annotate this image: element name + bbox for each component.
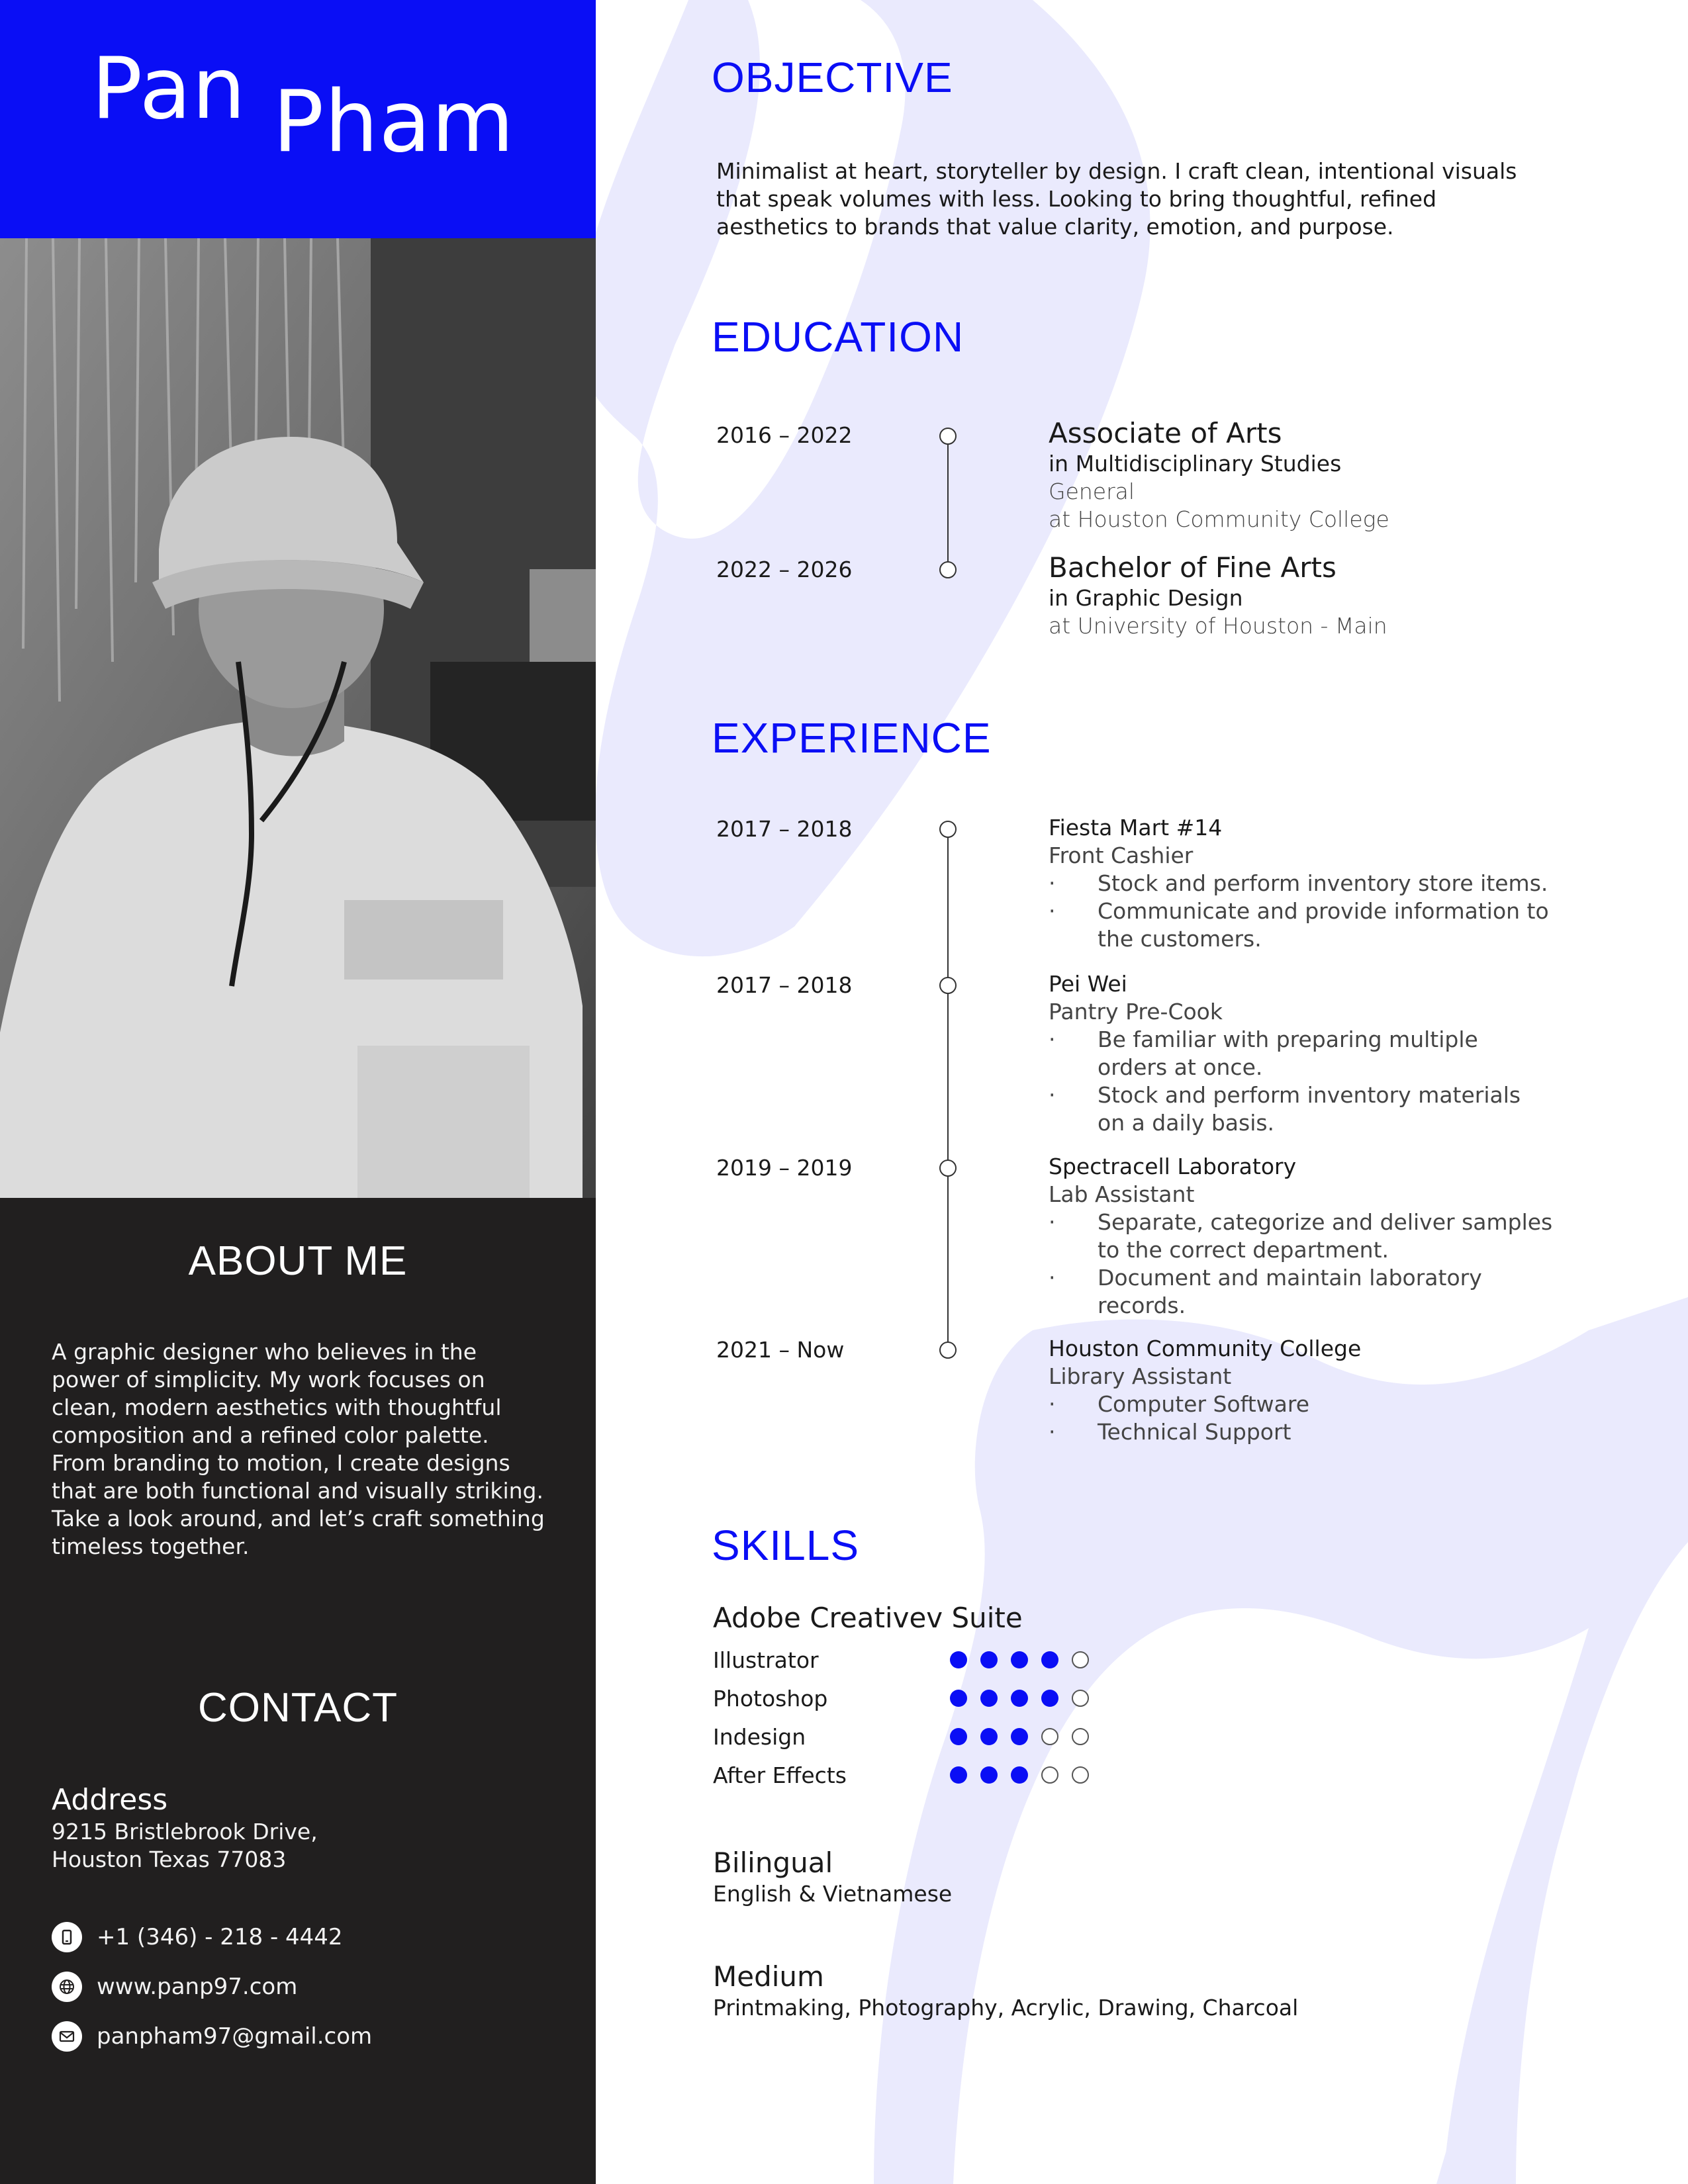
profile-photo xyxy=(0,238,596,1198)
skill-row xyxy=(713,1724,1110,1752)
duty-line: the customers. xyxy=(1098,926,1262,952)
website-row[interactable] xyxy=(52,1971,297,2003)
company-name: Pei Wei xyxy=(1049,971,1127,997)
education-date: 2016 – 2022 xyxy=(716,422,853,448)
duty-item xyxy=(1049,1390,1578,1418)
timeline-node xyxy=(939,561,957,578)
job-role: Lab Assistant xyxy=(1049,1181,1195,1207)
about-line: A graphic designer who believes in the xyxy=(52,1339,477,1365)
rating-dot-empty xyxy=(1072,1766,1089,1784)
skill-name: Illustrator xyxy=(713,1647,819,1673)
rating-dot-empty xyxy=(1041,1728,1058,1745)
rating-dot-filled xyxy=(1011,1766,1028,1784)
medium-text: Printmaking, Photography, Acrylic, Drawing, Charcoal xyxy=(713,1995,1299,2021)
rating-dot-filled xyxy=(950,1690,967,1707)
website-link[interactable]: www.panp97.com xyxy=(97,1974,298,2000)
education-entry xyxy=(1049,551,1578,640)
job-role: Pantry Pre-Cook xyxy=(1049,999,1223,1024)
rating-dot-filled xyxy=(950,1651,967,1668)
first-name: Pan xyxy=(91,40,246,138)
duty-line: Stock and perform inventory store items. xyxy=(1098,870,1548,896)
rating-dot-filled xyxy=(950,1728,967,1745)
rating-dot-filled xyxy=(1011,1651,1028,1668)
timeline-node xyxy=(939,977,957,994)
address-line-2: Houston Texas 77083 xyxy=(52,1846,287,1872)
rating-dot-empty xyxy=(1072,1690,1089,1707)
duty-item xyxy=(1049,1208,1578,1264)
degree-school: at Houston Community College xyxy=(1049,506,1389,532)
about-line: From branding to motion, I create designs xyxy=(52,1450,510,1476)
about-text xyxy=(52,1338,568,1561)
rating-dot-filled xyxy=(950,1766,967,1784)
address-label: Address xyxy=(52,1783,168,1817)
skill-group-title: Adobe Creativev Suite xyxy=(713,1602,1023,1634)
email-link[interactable]: panpham97@gmail.com xyxy=(97,2023,373,2050)
skill-name: After Effects xyxy=(713,1762,847,1788)
company-name: Fiesta Mart #14 xyxy=(1049,815,1223,841)
bilingual-title: Bilingual xyxy=(713,1846,833,1879)
bullet-icon: · xyxy=(1049,1265,1056,1291)
degree-field: in Multidisciplinary Studies xyxy=(1049,451,1342,477)
objective-title: OBJECTIVE xyxy=(712,54,953,101)
contact-title: CONTACT xyxy=(197,1685,399,1731)
experience-title: EXPERIENCE xyxy=(712,714,992,762)
rating-dot-empty xyxy=(1072,1728,1089,1745)
experience-date: 2017 – 2018 xyxy=(716,972,853,998)
duty-line: Technical Support xyxy=(1098,1419,1291,1445)
duty-line: Computer Software xyxy=(1098,1391,1310,1417)
degree-school: at University of Houston - Main xyxy=(1049,613,1387,639)
skill-row xyxy=(713,1762,1110,1790)
phone-row[interactable] xyxy=(52,1921,343,1953)
bullet-icon: · xyxy=(1049,870,1056,896)
rating-dot-filled xyxy=(980,1728,998,1745)
objective-line: that speak volumes with less. Looking to bring thoughtful, refined xyxy=(716,186,1437,212)
rating-dot-filled xyxy=(1011,1690,1028,1707)
degree-title: Associate of Arts xyxy=(1049,417,1282,449)
bilingual-text: English & Vietnamese xyxy=(713,1881,953,1907)
experience-date: 2017 – 2018 xyxy=(716,816,853,842)
duty-item xyxy=(1049,1418,1578,1446)
experience-date: 2021 – Now xyxy=(716,1337,845,1363)
about-line: Take a look around, and let’s craft something xyxy=(52,1506,545,1531)
last-name: Pham xyxy=(273,73,515,171)
experience-entry xyxy=(1049,1153,1578,1320)
education-entry xyxy=(1049,417,1578,533)
phone-number: +1 (346) - 218 - 4442 xyxy=(97,1924,343,1950)
name-header xyxy=(0,0,596,238)
rating-dot-filled xyxy=(1011,1728,1028,1745)
rating-dot-filled xyxy=(980,1690,998,1707)
bullet-icon: · xyxy=(1049,1082,1056,1108)
duty-line: on a daily basis. xyxy=(1098,1110,1275,1136)
duty-line: records. xyxy=(1098,1293,1186,1318)
address-line-1: 9215 Bristlebrook Drive, xyxy=(52,1819,318,1844)
experience-date: 2019 – 2019 xyxy=(716,1155,853,1181)
bullet-icon: · xyxy=(1049,1026,1056,1052)
timeline-node xyxy=(939,428,957,445)
mail-icon xyxy=(52,2021,82,2052)
education-timeline xyxy=(947,437,949,569)
about-title: ABOUT ME xyxy=(188,1238,408,1284)
timeline-node xyxy=(939,1160,957,1177)
skill-rating xyxy=(950,1651,1102,1668)
duty-line: Communicate and provide information to xyxy=(1098,898,1549,924)
timeline-node xyxy=(939,821,957,838)
experience-entry xyxy=(1049,814,1578,953)
duty-item xyxy=(1049,1026,1578,1081)
education-title: EDUCATION xyxy=(712,313,964,361)
degree-field: in Graphic Design xyxy=(1049,585,1243,611)
duty-item xyxy=(1049,870,1578,897)
duty-line: to the correct department. xyxy=(1098,1237,1389,1263)
company-name: Spectracell Laboratory xyxy=(1049,1154,1297,1179)
globe-icon xyxy=(52,1972,82,2002)
objective-line: Minimalist at heart, storyteller by design. I craft clean, intentional visuals xyxy=(716,158,1517,184)
rating-dot-empty xyxy=(1072,1651,1089,1668)
degree-title: Bachelor of Fine Arts xyxy=(1049,551,1336,584)
email-row[interactable] xyxy=(52,2021,372,2052)
duty-line: orders at once. xyxy=(1098,1054,1263,1080)
job-role: Front Cashier xyxy=(1049,842,1194,868)
skill-rating xyxy=(950,1728,1102,1745)
duty-line: Stock and perform inventory materials xyxy=(1098,1082,1521,1108)
skill-row xyxy=(713,1647,1110,1675)
duty-item xyxy=(1049,1264,1578,1320)
skill-name: Indesign xyxy=(713,1724,806,1750)
medium-title: Medium xyxy=(713,1960,824,1993)
skill-name: Photoshop xyxy=(713,1686,828,1711)
bullet-icon: · xyxy=(1049,1391,1056,1417)
about-line: composition and a refined color palette. xyxy=(52,1422,489,1448)
about-line: that are both functional and visually striking. xyxy=(52,1478,543,1504)
job-role: Library Assistant xyxy=(1049,1363,1232,1389)
bullet-icon: · xyxy=(1049,1209,1056,1235)
skill-rating xyxy=(950,1690,1102,1707)
skills-title: SKILLS xyxy=(712,1522,860,1569)
objective-text xyxy=(716,158,1577,241)
rating-dot-filled xyxy=(1041,1690,1058,1707)
duty-item xyxy=(1049,897,1578,953)
duty-line: Document and maintain laboratory xyxy=(1098,1265,1482,1291)
duty-line: Be familiar with preparing multiple xyxy=(1098,1026,1478,1052)
bullet-icon: · xyxy=(1049,898,1056,924)
about-line: timeless together. xyxy=(52,1533,250,1559)
rating-dot-filled xyxy=(980,1766,998,1784)
experience-entry xyxy=(1049,1335,1578,1446)
duty-item xyxy=(1049,1081,1578,1137)
phone-icon xyxy=(52,1922,82,1952)
skill-rating xyxy=(950,1766,1102,1784)
rating-dot-filled xyxy=(1041,1651,1058,1668)
bullet-icon: · xyxy=(1049,1419,1056,1445)
company-name: Houston Community College xyxy=(1049,1336,1362,1361)
experience-timeline xyxy=(947,829,949,1351)
degree-detail: General xyxy=(1049,478,1135,504)
education-date: 2022 – 2026 xyxy=(716,557,853,582)
objective-line: aesthetics to brands that value clarity, emotion, and purpose. xyxy=(716,214,1394,240)
rating-dot-filled xyxy=(980,1651,998,1668)
about-line: clean, modern aesthetics with thoughtful xyxy=(52,1394,502,1420)
rating-dot-empty xyxy=(1041,1766,1058,1784)
timeline-node xyxy=(939,1342,957,1359)
about-line: power of simplicity. My work focuses on xyxy=(52,1367,485,1392)
skill-row xyxy=(713,1686,1110,1713)
sidebar xyxy=(0,0,596,2184)
duty-line: Separate, categorize and deliver samples xyxy=(1098,1209,1553,1235)
experience-entry xyxy=(1049,970,1578,1137)
